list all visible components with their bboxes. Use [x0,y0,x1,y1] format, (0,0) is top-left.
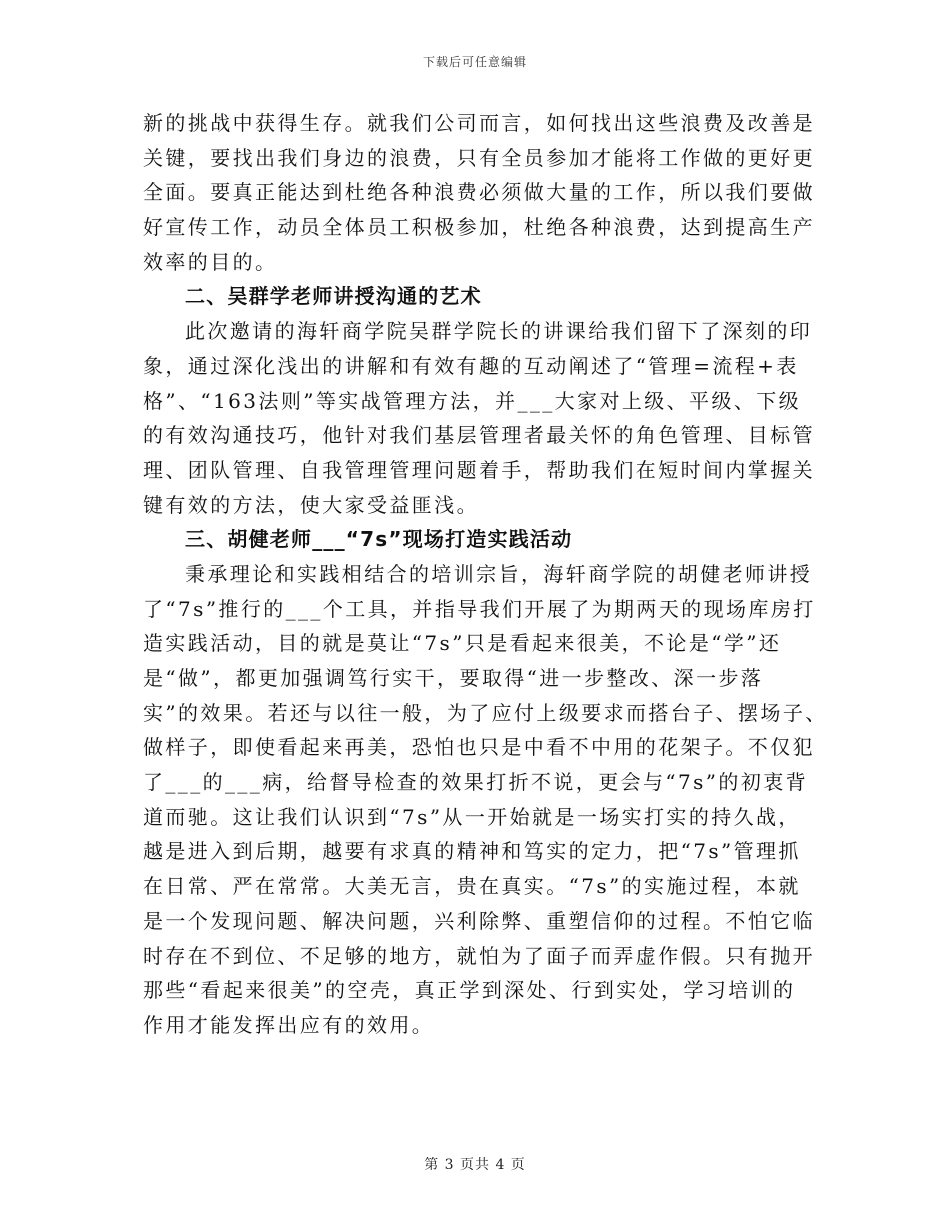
text-line: 道而驰。这让我们认识到“7s”从一开始就是一场实打实的持久战， [143,804,801,829]
text-line: 是“做”，都更加强调笃行实干，要取得“进一步整改、深一步落 [143,666,764,690]
text-line: 好宣传工作，动员全体员工积极参加，杜绝各种浪费，达到提高生产 [143,215,815,240]
text-line: 象，通过深化浅出的讲解和有效有趣的互动阐述了“管理=流程+表 [143,353,799,378]
text-line: 在日常、严在常常。大美无言，贵在真实。“7s”的实施过程，本就 [143,874,801,899]
text-line: 了“7s”推行的___个工具，并指导我们开展了为期两天的现场库房打 [143,596,816,621]
text-line: 作用才能发挥出应有的效用。 [143,1012,435,1037]
text-line: 键有效的方法，使大家受益匪浅。 [143,492,479,517]
text-line: 那些“看起来很美”的空壳，真正学到深处、行到实处，学习培训的 [143,978,796,1003]
text-line: 理、团队管理、自我管理管理问题着手，帮助我们在短时间内掌握关 [143,457,815,482]
text-line: 越是进入到后期，越要有求真的精神和笃实的定力，把“7s”管理抓 [143,839,801,864]
text-line: 的有效沟通技巧，他针对我们基层管理者最关怀的角色管理、目标管 [143,423,815,448]
text-line: 关键，要找出我们身边的浪费，只有全员参加才能将工作做的更好更 [143,145,815,170]
text-line: 此次邀请的海轩商学院吴群学院长的讲课给我们留下了深刻的印 [185,319,813,344]
page-header-note: 下载后可任意编辑 [422,55,527,69]
text-line: 全面。要真正能达到杜绝各种浪费必须做大量的工作，所以我们要做 [143,180,815,205]
document-body [143,106,828,1043]
text-line: 时存在不到位、不足够的地方，就怕为了面子而弄虚作假。只有抛开 [143,943,815,968]
section-heading-3: 三、胡健老师___“7s”现场打造实践活动 [185,527,573,552]
text-line: 格”、“163法则”等实战管理方法，并___大家对上级、平级、下级 [143,388,802,413]
text-line: 造实践活动，目的就是莫让“7s”只是看起来很美，不论是“学”还 [143,631,782,656]
text-line: 做样子，即使看起来再美，恐怕也只是中看不中用的花架子。不仅犯 [143,735,815,760]
page-number: 第 3 页共 4 页 [424,1157,526,1173]
text-line: 实”的效果。若还与以往一般，为了应付上级要求而搭台子、摆场子、 [143,700,828,725]
section-heading-2: 二、吴群学老师讲授沟通的艺术 [185,284,482,309]
text-line: 了___的___病，给督导检查的效果打折不说，更会与“7s”的初衷背 [143,770,809,795]
text-line: 效率的目的。 [143,249,278,274]
text-line: 新的挑战中获得生存。就我们公司而言，如何找出这些浪费及改善是 [143,111,815,135]
text-line: 是一个发现问题、解决问题，兴利除弊、重塑信仰的过程。不怕它临 [143,908,815,933]
text-line: 秉承理论和实践相结合的培训宗旨，海轩商学院的胡健老师讲授 [185,561,813,586]
